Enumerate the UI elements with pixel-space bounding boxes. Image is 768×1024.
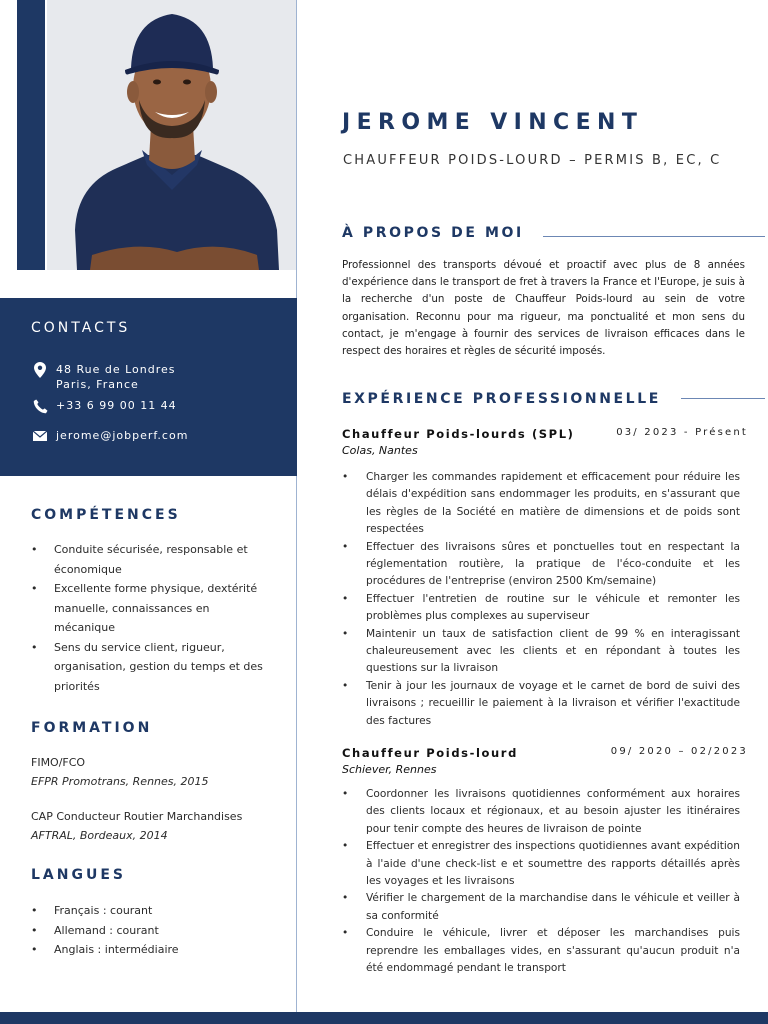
skills-list — [31, 540, 271, 696]
language-item: • Allemand : courant — [31, 921, 271, 941]
footer-bar — [0, 1012, 768, 1024]
language-item: • Anglais : intermédiaire — [31, 940, 271, 960]
phone-icon — [31, 398, 49, 414]
location-pin-icon — [31, 362, 49, 378]
job-bullet: • Tenir à jour les journaux de voyage et le carnet de bord de suivi des livraisons ; recueillir le paiement à la livraison et vérifier l'exactitude des factures — [342, 678, 740, 730]
language-item: • Français : courant — [31, 901, 271, 921]
languages-title: LANGUES — [31, 867, 126, 883]
job-title: Chauffeur Poids-lourds (SPL) — [342, 427, 575, 441]
job-bullet: • Charger les commandes rapidement et efficacement pour réduire les délais d'expédition sans endommager les produits, en s'assurant que les règles de la Société en matière de dimensions et de poids sont respectées — [342, 469, 740, 539]
email-address[interactable]: jerome@jobperf.com — [56, 429, 189, 442]
contact-phone — [31, 398, 177, 414]
education-school: AFTRAL, Bordeaux, 2014 — [31, 829, 168, 842]
job-bullet: • Vérifier le chargement de la marchandise dans le véhicule et veiller à sa conformité — [342, 890, 740, 925]
job-bullets — [342, 469, 740, 730]
job-dates: 09/ 2020 – 02/2023 — [610, 746, 748, 757]
about-text: Professionnel des transports dévoué et proactif avec plus de 8 années d'expérience dans le transport de fret à travers la France et l'Europe, je suis à la recherche d'un poste de Chauffeur Poids-lourd au sein de votre organisation. Reconnu pour ma rigueur, ma ponctualité et mon sens du contact, je m'engage à fournir des services de livraison efficaces dans le respect des horaires et règles de sécurité imposés. — [342, 259, 745, 358]
skills-title: COMPÉTENCES — [31, 507, 181, 523]
education-school: EFPR Promotrans, Rennes, 2015 — [31, 775, 209, 788]
job-dates: 03/ 2023 - Présent — [616, 427, 748, 438]
contact-email — [31, 428, 188, 444]
accent-stripe — [17, 0, 45, 270]
job-bullet: • Effectuer et enregistrer des inspections quotidiennes avant expédition à l'aide d'une check-list e et soumettre des rapports détaillés après les voyages et les livraisons — [342, 838, 740, 890]
address-line-2: Paris, France — [56, 378, 139, 391]
skill-item: • Conduite sécurisée, responsable et économique — [31, 540, 271, 579]
skill-item: • Sens du service client, rigueur, organisation, gestion du temps et des priorités — [31, 638, 271, 697]
job-bullet: • Coordonner les livraisons quotidiennes conformément aux horaires des clients locaux et régionaux, et au besoin ajuster les itinéraires pour tenir compte des heures de livraison de pointe — [342, 786, 740, 838]
skill-item: • Excellente forme physique, dextérité manuelle, connaissances en mécanique — [31, 579, 271, 638]
contact-address — [31, 362, 176, 392]
candidate-subtitle: CHAUFFEUR POIDS-LOURD – PERMIS B, EC, C — [343, 153, 722, 168]
languages-list — [31, 901, 271, 960]
about-title: À PROPOS DE MOI — [342, 225, 524, 241]
job-bullet: • Effectuer l'entretien de routine sur le véhicule et remonter les problèmes plus complexes au superviseur — [342, 591, 740, 626]
job-company: Colas, Nantes — [342, 444, 418, 457]
education-degree: CAP Conducteur Routier Marchandises — [31, 810, 243, 823]
profile-photo — [47, 0, 296, 270]
section-divider — [543, 236, 765, 237]
education-item — [31, 753, 209, 791]
education-title: FORMATION — [31, 720, 153, 736]
address-line-1: 48 Rue de Londres — [56, 363, 176, 376]
education-item — [31, 807, 242, 845]
candidate-name: JEROME VINCENT — [342, 110, 644, 135]
experience-title: EXPÉRIENCE PROFESSIONNELLE — [342, 391, 661, 407]
contacts-panel — [0, 298, 297, 476]
job-bullet: • Effectuer des livraisons sûres et ponctuelles tout en respectant la réglementation routière, la pratique de l'éco-conduite et les procédures de l'entreprise (environ 2500 Km/semaine) — [342, 539, 740, 591]
job-bullet: • Maintenir un taux de satisfaction client de 99 % en interagissant chaleureusement avec les clients et en répondant à toutes les questions sur la livraison — [342, 626, 740, 678]
education-degree: FIMO/FCO — [31, 756, 86, 769]
job-title: Chauffeur Poids-lourd — [342, 746, 518, 760]
phone-number[interactable]: +33 6 99 00 11 44 — [56, 399, 177, 412]
envelope-icon — [31, 428, 49, 444]
job-company: Schiever, Rennes — [342, 763, 437, 776]
job-bullets — [342, 786, 740, 977]
job-bullet: • Conduire le véhicule, livrer et déposer les marchandises puis reprendre les emballages vides, en s'assurant qu'aucun produit n'a été endommagé pendant le transport — [342, 925, 740, 977]
contacts-title: CONTACTS — [31, 320, 131, 336]
section-divider — [681, 398, 765, 399]
